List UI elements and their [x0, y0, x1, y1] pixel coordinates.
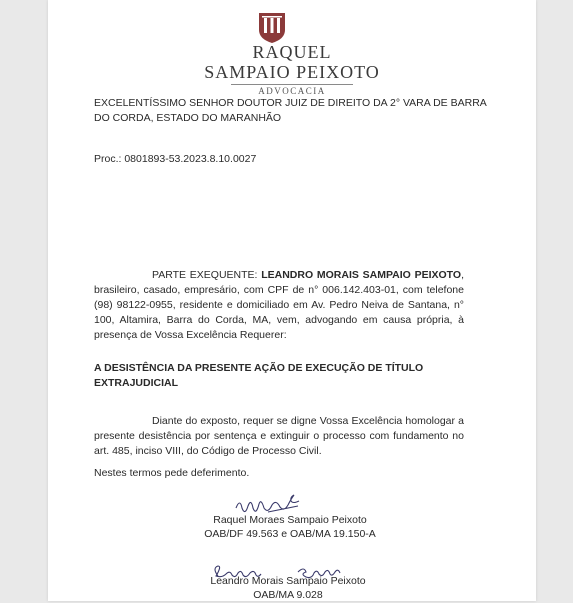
logo-name-line2: SAMPAIO PEIXOTO — [204, 62, 380, 82]
pillar-shield-icon — [255, 10, 289, 44]
request-heading: A DESISTÊNCIA DA PRESENTE AÇÃO DE EXECUÇÃO DE TÍTULO EXTRAJUDICIAL — [94, 362, 424, 389]
party-name: LEANDRO MORAIS SAMPAIO PEIXOTO — [261, 269, 462, 281]
party-intro: PARTE EXEQUENTE: — [152, 269, 258, 281]
logo-divider — [231, 84, 353, 85]
conclusion-text: Diante do exposto, requer se digne Vossa Excelência homologar a presente desistência por sentença e extinguir o processo com fundamento no art. 485, inciso VIII, do Código de Processo Civil. — [94, 415, 464, 457]
signer-oab-1: OAB/DF 49.563 e OAB/MA 19.150-A — [204, 528, 376, 540]
process-number: Proc.: 0801893-53.2023.8.10.0027 — [94, 153, 257, 165]
signer-name-1: Raquel Moraes Sampaio Peixoto — [213, 514, 367, 526]
addressee: EXCELENTÍSSIMO SENHOR DOUTOR JUIZ DE DIREITO DA 2° VARA DE BARRA DO CORDA, ESTADO DO MARANHÃO — [94, 97, 487, 124]
signer-oab-2: OAB/MA 9.028 — [253, 589, 323, 601]
party-details: , brasileiro, casado, empresário, com CPF de n° 006.142.403-01, com telefone (98) 98122-0955, residente e domiciliado em Av. Pedro Neiva de Santana, n° 100, Altamira, Barra do Corda, MA, vem, advogando em causa própria, à presença de Vossa Excelência Requerer: — [94, 269, 464, 341]
logo-name-line1: RAQUEL — [252, 42, 332, 62]
logo-subtitle: ADVOCACIA — [258, 86, 326, 96]
signer-name-2: Leandro Morais Sampaio Peixoto — [210, 575, 366, 587]
party-paragraph — [94, 268, 464, 343]
document-page — [48, 0, 536, 601]
conclusion-paragraph — [94, 414, 464, 459]
closing-text: Nestes termos pede deferimento. — [94, 467, 250, 479]
